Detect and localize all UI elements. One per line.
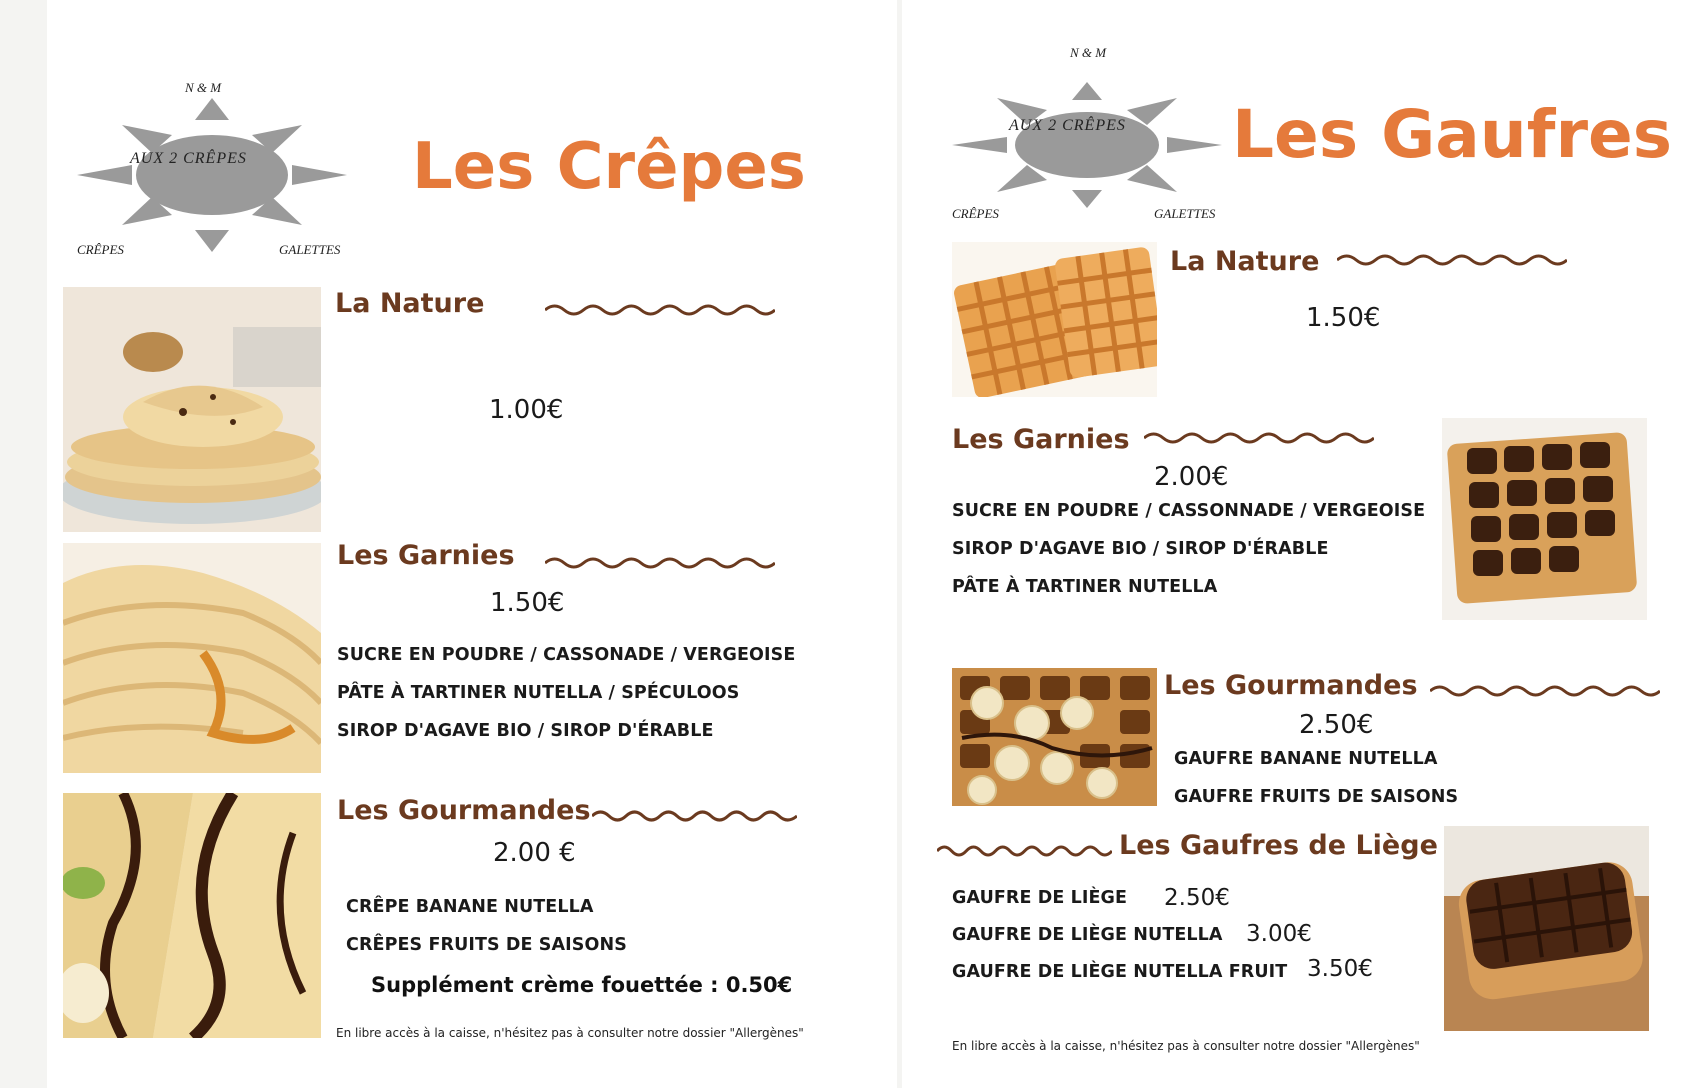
logo-name: AUX 2 CRÊPES [130,150,247,167]
gaufres-garnies-photo [1442,418,1647,620]
crepes-garnies-price: 1.50€ [490,588,565,618]
crepes-garnies-photo [63,543,321,773]
crepes-gourmandes-photo [63,793,321,1038]
gaufres-gourmandes-item: GAUFRE BANANE NUTELLA [1174,749,1438,769]
liege-item-price: 2.50€ [1164,885,1230,911]
gaufres-garnies-item: PÂTE À TARTINER NUTELLA [952,577,1218,597]
wave-divider-icon [545,555,775,571]
logo-tag-left: CRÊPES [952,206,999,221]
crepes-gourmandes-item: CRÊPE BANANE NUTELLA [346,897,594,917]
liege-item-name: GAUFRE DE LIÈGE NUTELLA FRUIT [952,962,1288,982]
crepes-menu-page [47,0,897,1088]
crepes-supplement: Supplément crème fouettée : 0.50€ [371,973,793,997]
page-title: Les Crêpes [412,130,806,204]
logo-name: AUX 2 CRÊPES [1009,117,1126,134]
crepes-garnies-item: PÂTE À TARTINER NUTELLA / SPÉCULOOS [337,683,740,703]
gaufres-nature-price: 1.50€ [1306,303,1381,333]
logo-initials: N & M [1070,45,1107,60]
allergens-note: En libre accès à la caisse, n'hésitez pas à consulter notre dossier "Allergènes" [336,1026,804,1040]
gaufres-gourmandes-title: Les Gourmandes [1164,670,1418,701]
page-title: Les Gaufres [1232,96,1673,173]
crepes-garnies-item: SIROP D'AGAVE BIO / SIROP D'ÉRABLE [337,721,714,741]
liege-item-price: 3.00€ [1246,921,1312,947]
restaurant-logo [77,95,347,255]
gaufres-nature-title: La Nature [1170,246,1320,277]
wave-divider-icon [937,843,1112,859]
logo-tag-right: GALETTES [279,242,341,257]
logo-tag-right: GALETTES [1154,206,1216,221]
sun-logo-icon [77,95,347,255]
crepes-nature-photo [63,287,321,532]
crepes-nature-price: 1.00€ [489,395,564,425]
wave-divider-icon [1430,683,1660,699]
gaufres-garnies-item: SUCRE EN POUDRE / CASSONNADE / VERGEOISE [952,501,1426,521]
gaufres-gourmandes-item: GAUFRE FRUITS DE SAISONS [1174,787,1459,807]
wave-divider-icon [1144,430,1374,446]
gaufres-garnies-item: SIROP D'AGAVE BIO / SIROP D'ÉRABLE [952,539,1329,559]
gaufres-liege-title: Les Gaufres de Liège [1119,830,1438,861]
gaufres-garnies-price: 2.00€ [1154,462,1229,492]
liege-item-name: GAUFRE DE LIÈGE NUTELLA [952,925,1223,945]
crepes-gourmandes-title: Les Gourmandes [337,795,591,826]
crepes-garnies-item: SUCRE EN POUDRE / CASSONADE / VERGEOISE [337,645,796,665]
crepes-nature-title: La Nature [335,288,485,319]
gaufres-menu-page [902,0,1700,1088]
gaufres-garnies-title: Les Garnies [952,424,1130,455]
restaurant-logo [952,80,1222,210]
crepes-gourmandes-item: CRÊPES FRUITS DE SAISONS [346,935,627,955]
gaufres-nature-photo [952,242,1157,397]
crepes-garnies-title: Les Garnies [337,540,515,571]
gaufres-liege-photo [1444,826,1649,1031]
wave-divider-icon [592,808,797,824]
sun-logo-icon [952,80,1222,210]
logo-tag-left: CRÊPES [77,242,124,257]
crepes-gourmandes-price: 2.00 € [493,838,576,868]
gaufres-gourmandes-price: 2.50€ [1299,710,1374,740]
wave-divider-icon [1337,252,1567,268]
allergens-note: En libre accès à la caisse, n'hésitez pas à consulter notre dossier "Allergènes" [952,1039,1420,1053]
wave-divider-icon [545,302,775,318]
logo-initials: N & M [185,80,222,95]
liege-item-name: GAUFRE DE LIÈGE [952,888,1128,908]
liege-item-price: 3.50€ [1307,956,1373,982]
gaufres-gourmandes-photo [952,668,1157,806]
